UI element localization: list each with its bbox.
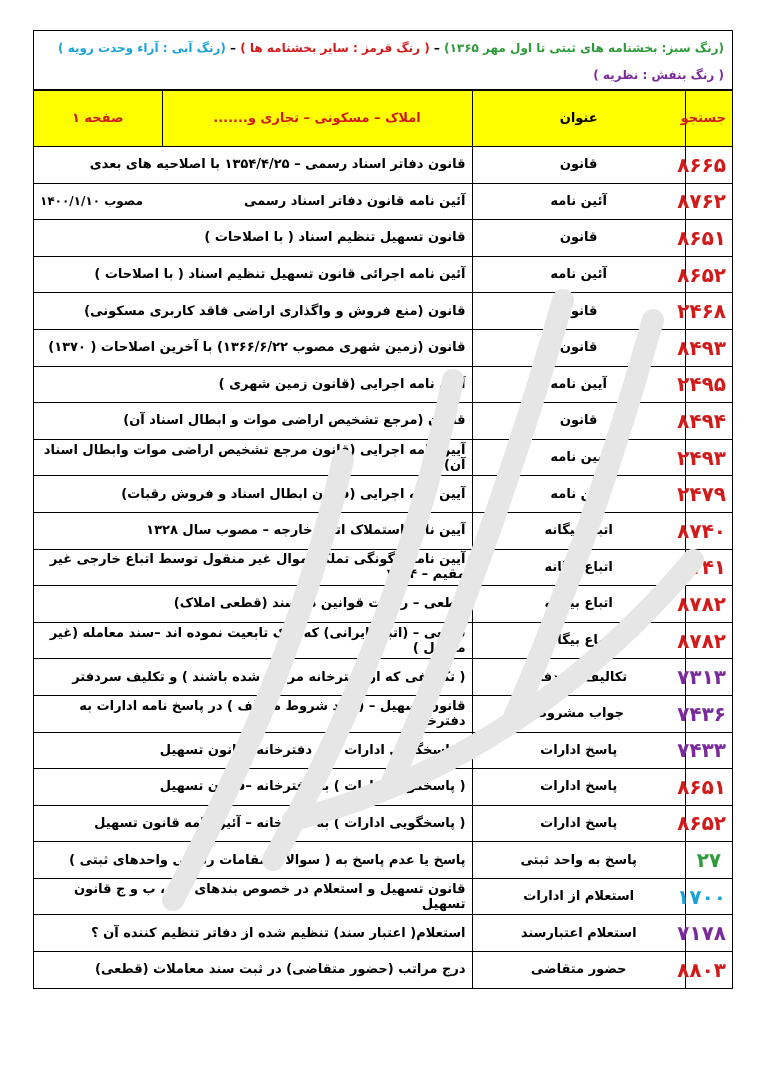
legend-blue: (رنگ آبی : آراء وحدت رویه ) [58,41,226,55]
row-description [34,805,473,842]
row-search-number: ۸۴۹۴ [685,403,732,440]
table-row [34,220,733,257]
row-description-text: پاسخ یا عدم پاسخ به ( سوالات مقامات رسمی واحدهای ثبتی ) [69,852,466,868]
row-description [34,586,473,623]
row-description-text: آیین نامه اجرایی (قانون ابطال اسناد و فروش رقبات) [121,486,466,502]
table-row [34,842,733,879]
row-description [34,769,473,806]
row-description [34,293,473,330]
legend-red: ( رنگ قرمز : سایر بخشنامه ها ) [240,41,430,55]
row-description [34,220,473,257]
row-title: آیین نامه [472,476,685,513]
row-title: قانون [472,293,685,330]
table-row [34,293,733,330]
row-description [34,439,473,476]
row-search-number: ۷۴۳۶ [685,695,732,732]
table-row [34,403,733,440]
row-description [34,329,473,366]
color-legend [33,30,733,90]
row-title: اتباع بیگانه [472,549,685,586]
row-description [34,952,473,989]
row-description [34,476,473,513]
table-row [34,915,733,952]
row-description-text: قانون (زمین شهری مصوب ۱۳۶۶/۶/۲۲) با آخرین اصلاحات ( ۱۳۷۰) [48,340,466,356]
row-description [34,842,473,879]
row-description-text: آیین نامه اجرایی (قانون مرجع تشخیص اراضی موات وابطال اسناد آن) [43,442,466,473]
row-description-text: ( پاسخگویی ادارات ) به دفترخانه –قانون تسهیل [159,779,466,795]
row-search-number: ۸۶۵۲ [685,256,732,293]
row-title: آئین نامه [472,256,685,293]
row-search-number: ۸۶۶۵ [685,147,732,184]
legend-separator: – [429,41,445,55]
row-title: جواب مشروط [472,695,685,732]
header-search: جستجو [685,91,732,147]
row-description-text: قانون تسهیل و استعلام در خصوص بندهای الف، ب و ج قانون تسهیل [73,881,466,912]
table-header [34,91,733,147]
row-search-number: ۲۴۹۳ [685,439,732,476]
row-search-number: ۲۴۹۵ [685,366,732,403]
row-description-text: ( تکالیفی که از دفترخانه مرتفع شده باشند ) و تکلیف سردفتر [72,669,466,685]
row-description [34,147,473,184]
row-search-number: ۸۷۸۲ [685,622,732,659]
row-search-number: ۱۷۰۰ [685,878,732,915]
row-title: آیین نامه [472,439,685,476]
row-description-text: آیین نامه استملاک اتباع خارجه – مصوب سال ۱۳۲۸ [146,523,466,539]
row-search-number: ۷۳۱۳ [685,659,732,696]
row-description [34,549,473,586]
row-search-number: ۸۴۹۳ [685,329,732,366]
row-description-text: قطعی – رعایت قوانین در سند (قطعی املاک) [173,596,466,612]
row-title: اتباع بیگانه [472,512,685,549]
row-title: قانون [472,147,685,184]
row-description-text: درج مراتب (حضور متقاضی) در ثبت سند معاملات (قطعی) [95,962,466,978]
table-row [34,549,733,586]
row-description-text: ( پاسخگویی ادارات ) به دفترخانه – آئین نامه قانون تسهیل [94,815,466,831]
row-search-number: ۲۷ [685,842,732,879]
row-title: اتباع بیگانه [472,622,685,659]
row-title: قانون [472,329,685,366]
table-row [34,512,733,549]
header-category: املاک – مسکونی – تجاری و....... [162,91,472,147]
table-row [34,769,733,806]
row-description-text: استعلام( اعتبار سند) تنظیم شده از دفاتر تنظیم کننده آن ؟ [91,925,466,941]
header-page-number: صفحه ۱ [34,91,163,147]
table-row [34,439,733,476]
row-description [34,512,473,549]
table-row [34,695,733,732]
row-description-text: آئین نامه قانون دفاتر اسناد رسمی [244,193,466,209]
row-title: پاسخ ادارات [472,732,685,769]
row-description-text: قانون (منع فروش و واگذاری اراضی فاقد کاربری مسکونی) [84,303,466,319]
row-title: پاسخ به واحد ثبتی [472,842,685,879]
table-row [34,952,733,989]
row-description-text: آیین نامه اجرایی (قانون زمین شهری ) [218,376,466,392]
row-description [34,659,473,696]
row-title: اتباع بیگانه [472,586,685,623]
legend-separator: – [225,41,241,55]
row-description-text: قانون تسهیل – ( قید شروط مختلف ) در پاسخ نامه ادارات به دفترخانه [79,698,466,729]
row-search-number: ۸۶۵۱ [685,220,732,257]
row-search-number: ۸۸۰۳ [685,952,732,989]
row-description-text: قانون (مرجع تشخیص اراضی موات و ابطال اسناد آن) [123,413,466,429]
index-table [33,90,733,989]
table-row [34,659,733,696]
row-title: استعلام اعتبارسند [472,915,685,952]
row-description [34,622,473,659]
row-title: پاسخ ادارات [472,769,685,806]
row-search-number: ۸۷۸۲ [685,586,732,623]
row-description [34,183,473,220]
header-title: عنوان [472,91,685,147]
row-search-number: ۷۴۳۳ [685,732,732,769]
row-title: قانون [472,403,685,440]
document-page [33,30,733,989]
row-description-text: ( پاسخگویی ادارات ) به دفترخانه –قانون تسهیل [159,742,466,758]
row-description [34,256,473,293]
table-row [34,476,733,513]
table-row [34,366,733,403]
table-row [34,878,733,915]
row-description-text: قانون تسهیل تنظیم اسناد ( با اصلاحات ) [204,230,466,246]
table-row [34,732,733,769]
table-row [34,586,733,623]
legend-green: (رنگ سبز: بخشنامه های ثبتی تا اول مهر ۱۳۶۵) [444,41,724,55]
row-title: استعلام از ادارات [472,878,685,915]
row-note: مصوب ۱۴۰۰/۱/۱۰ [40,193,144,208]
row-description-text: قانون دفاتر اسناد رسمی – ۱۳۵۴/۴/۲۵ با اصلاحیه های بعدی [89,157,466,173]
row-description-text: آئین نامه اجرائی قانون تسهیل تنظیم اسناد ( با اصلاحات ) [94,267,466,283]
row-description [34,695,473,732]
row-search-number: ۲۴۶۸ [685,293,732,330]
table-row [34,183,733,220]
row-description [34,878,473,915]
table-row [34,329,733,366]
row-title: آئین نامه [472,183,685,220]
table-row [34,147,733,184]
row-description [34,732,473,769]
table-row [34,622,733,659]
row-search-number: ۸۷۶۲ [685,183,732,220]
row-search-number: ۸۶۵۲ [685,805,732,842]
row-description [34,366,473,403]
row-search-number: ۲۴۷۹ [685,476,732,513]
row-title: قانون [472,220,685,257]
legend-purple: ( رنگ بنفش : نظریه ) [593,68,724,82]
row-description [34,403,473,440]
row-search-number: ۷۱۷۸ [685,915,732,952]
row-title: پاسخ ادارات [472,805,685,842]
row-search-number: ۸۷۴۰ [685,512,732,549]
table-row [34,256,733,293]
row-title: آیین نامه [472,366,685,403]
row-search-number: ۸۷۴۱ [685,549,732,586]
table-row [34,805,733,842]
row-description-text: قطعی – (اتباع ایرانی) که ترک تابعیت نموده اند –سند معامله (غیر منقول ) [49,625,466,656]
row-title: حضور متقاضی [472,952,685,989]
row-description-text: آیین نامه چگونگی تملک اموال غیر منقول توسط اتباع خارجی غیر مقیم – ۱۳۷۴ [49,552,466,583]
row-title: تکالیف سردفتر [472,659,685,696]
row-search-number: ۸۶۵۱ [685,769,732,806]
row-description [34,915,473,952]
